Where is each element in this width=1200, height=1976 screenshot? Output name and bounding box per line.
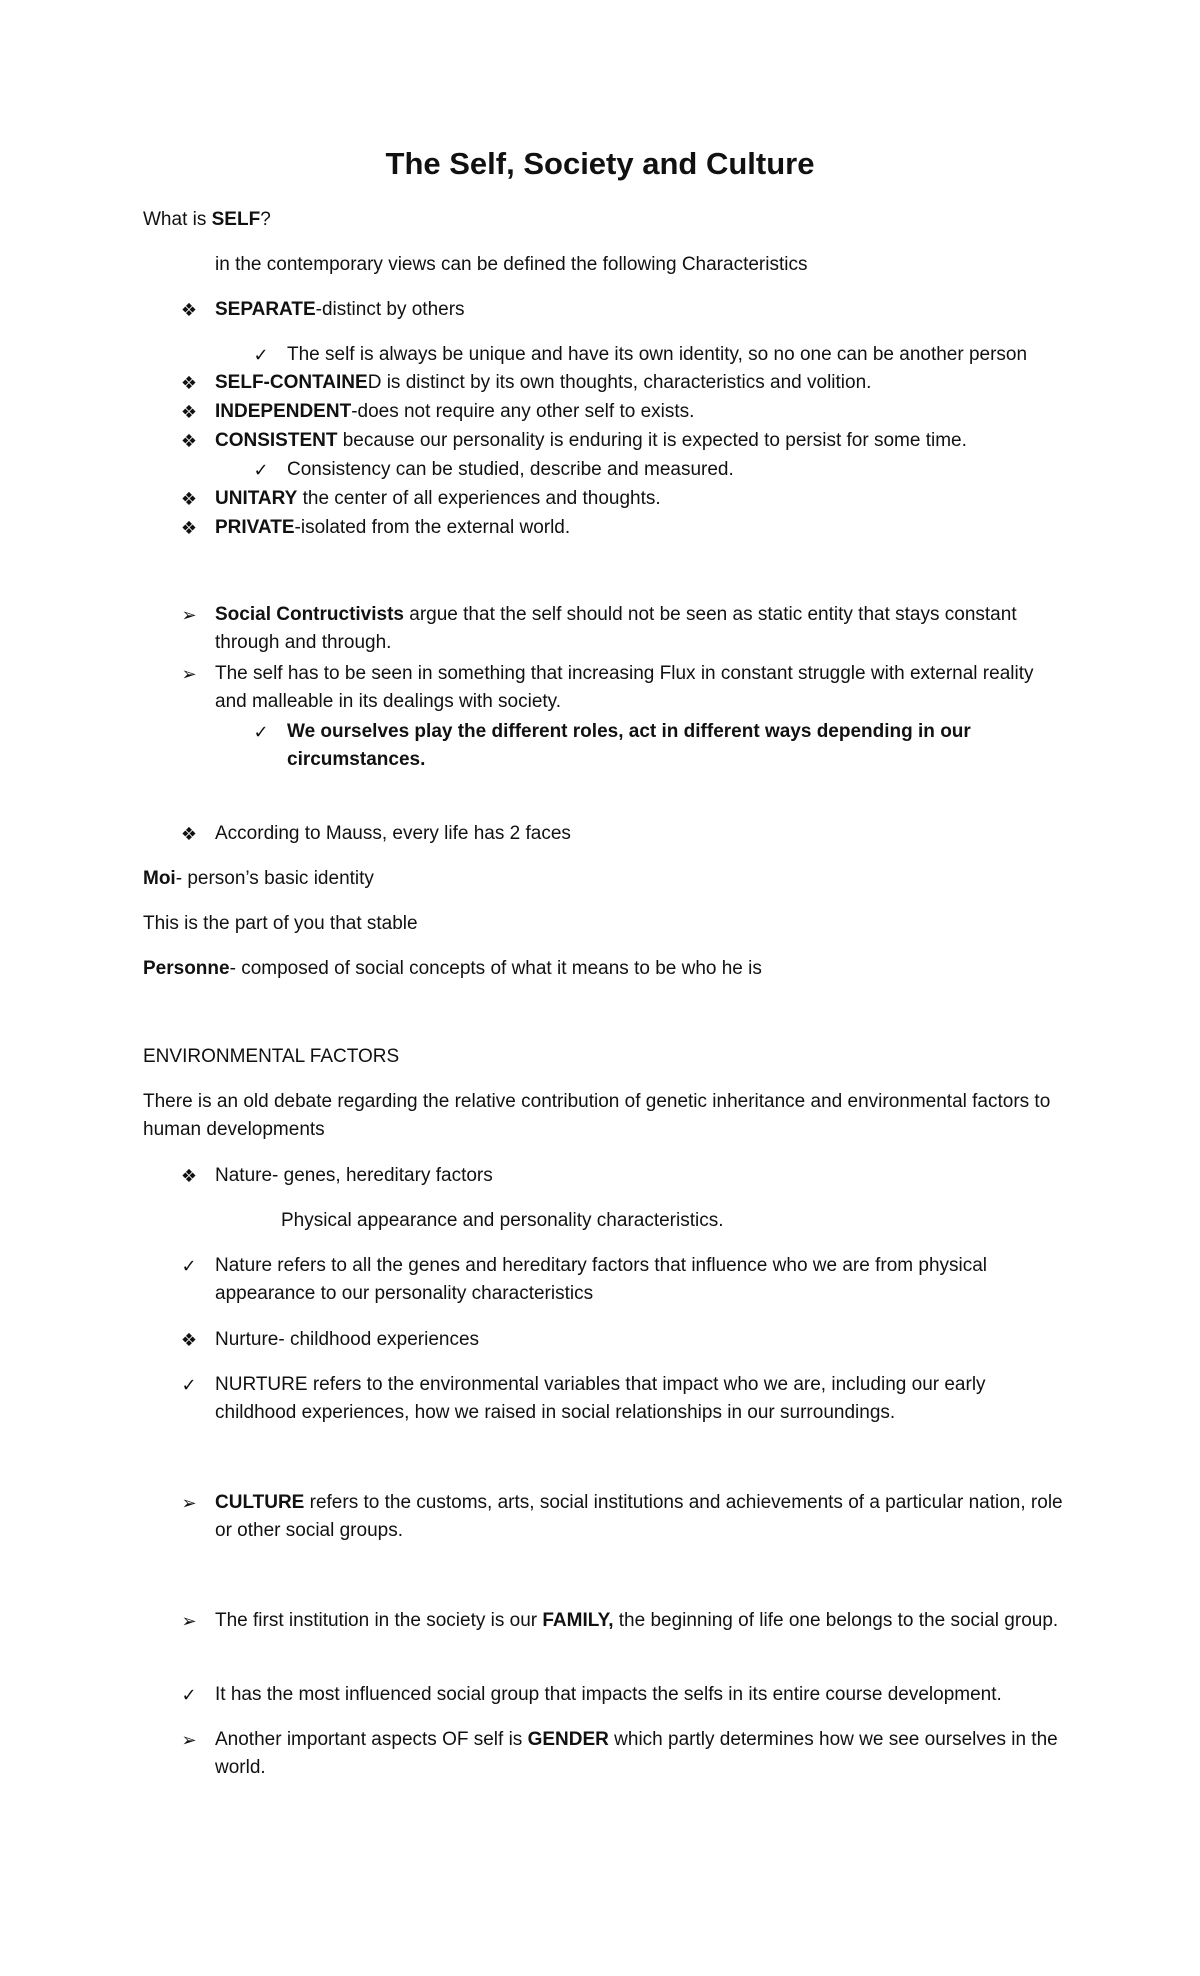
trait-term: INDEPENDENT xyxy=(215,401,352,422)
personne-desc: - composed of social concepts of what it means to be who he is xyxy=(229,958,762,979)
gender-term: GENDER xyxy=(527,1729,609,1750)
personne-term: Personne xyxy=(143,958,230,979)
moi-definition xyxy=(143,865,374,893)
gender-prefix: Another important aspects OF self is xyxy=(215,1729,528,1750)
trait-consistent xyxy=(215,427,967,455)
family-desc: the beginning of life one belongs to the social group. xyxy=(613,1610,1059,1631)
environmental-factors-heading: ENVIRONMENTAL FACTORS xyxy=(143,1046,400,1067)
culture-desc: refers to the customs, arts, social institutions and achievements of a particular nation, role or other social groups. xyxy=(215,1492,1063,1541)
roles-point: We ourselves play the different roles, act in different ways depending in our circumstances. xyxy=(287,721,971,770)
separate-subpoint: The self is always be unique and have its own identity, so no one can be another person xyxy=(287,344,1028,365)
arrow-bullet-icon: ➢ xyxy=(181,605,197,625)
trait-term: SELF-CONTAINE xyxy=(215,372,368,393)
debate-paragraph: There is an old debate regarding the relative contribution of genetic inheritance and environmental factors to human developments xyxy=(143,1091,1051,1140)
family-prefix: The first institution in the society is our xyxy=(215,1610,543,1631)
trait-term: UNITARY xyxy=(215,488,298,509)
check-bullet-icon: ✓ xyxy=(253,460,269,480)
diamond-bullet-icon: ❖ xyxy=(180,373,198,393)
check-bullet-icon: ✓ xyxy=(253,722,269,742)
self-term: SELF xyxy=(211,209,261,230)
check-bullet-icon: ✓ xyxy=(253,345,269,365)
moi-term: Moi xyxy=(143,868,176,889)
arrow-bullet-icon: ➢ xyxy=(181,1730,197,1750)
arrow-bullet-icon: ➢ xyxy=(181,1611,197,1631)
diamond-bullet-icon: ❖ xyxy=(180,1330,198,1350)
trait-desc: -distinct by others xyxy=(315,299,465,320)
gender-point xyxy=(215,1726,1075,1782)
trait-independent xyxy=(215,398,694,426)
arrow-bullet-icon: ➢ xyxy=(181,664,197,684)
diamond-bullet-icon: ❖ xyxy=(180,431,198,451)
nurture-point: Nurture- childhood experiences xyxy=(215,1329,480,1350)
trait-term: SEPARATE xyxy=(215,299,316,320)
trait-desc: -isolated from the external world. xyxy=(294,517,571,538)
arrow-bullet-icon: ➢ xyxy=(181,1493,197,1513)
mauss-point: According to Mauss, every life has 2 faces xyxy=(215,823,571,844)
trait-private xyxy=(215,514,570,542)
check-bullet-icon: ✓ xyxy=(181,1375,197,1395)
social-constructivists-point xyxy=(215,601,1065,657)
trait-desc: the center of all experiences and thoughts. xyxy=(297,488,661,509)
social-term: Social Contructivists xyxy=(215,604,404,625)
nurture-refers-point: NURTURE refers to the environmental variables that impact who we are, including our early childhood experiences, how we raised in social relationships in our surroundings. xyxy=(215,1374,986,1423)
culture-term: CULTURE xyxy=(215,1492,305,1513)
nature-refers-point: Nature refers to all the genes and hereditary factors that influence who we are from physical appearance to our personality characteristics xyxy=(215,1255,988,1304)
intro-text: in the contemporary views can be defined the following Characteristics xyxy=(215,254,808,275)
diamond-bullet-icon: ❖ xyxy=(180,518,198,538)
culture-point xyxy=(215,1489,1075,1545)
trait-term: CONSISTENT xyxy=(215,430,338,451)
check-bullet-icon: ✓ xyxy=(181,1256,197,1276)
stable-line: This is the part of you that stable xyxy=(143,913,418,934)
nature-point: Nature- genes, hereditary factors xyxy=(215,1165,493,1186)
what-is-prefix: What is xyxy=(143,209,212,230)
family-term: FAMILY, xyxy=(542,1610,614,1631)
diamond-bullet-icon: ❖ xyxy=(180,1166,198,1186)
moi-desc: - person’s basic identity xyxy=(175,868,374,889)
flux-point: The self has to be seen in something that increasing Flux in constant struggle with external reality and malleable in its dealings with society. xyxy=(215,663,1034,712)
trait-desc: D is distinct by its own thoughts, characteristics and volition. xyxy=(367,372,872,393)
physical-line: Physical appearance and personality characteristics. xyxy=(281,1210,724,1231)
consistent-subpoint: Consistency can be studied, describe and measured. xyxy=(287,459,734,480)
influence-point: It has the most influenced social group that impacts the selfs in its entire course development. xyxy=(215,1684,1002,1705)
diamond-bullet-icon: ❖ xyxy=(180,402,198,422)
diamond-bullet-icon: ❖ xyxy=(180,824,198,844)
diamond-bullet-icon: ❖ xyxy=(180,300,198,320)
document-title: The Self, Society and Culture xyxy=(385,146,815,181)
social-desc: argue that the self should not be seen as static entity that stays constant through and through. xyxy=(215,604,1017,653)
what-is-self-line xyxy=(143,206,271,234)
family-point xyxy=(215,1607,1065,1635)
gender-desc: which partly determines how we see ourselves in the world. xyxy=(215,1729,1058,1778)
question-mark: ? xyxy=(260,209,271,230)
diamond-bullet-icon: ❖ xyxy=(180,489,198,509)
personne-definition xyxy=(143,955,762,983)
check-bullet-icon: ✓ xyxy=(181,1685,197,1705)
trait-self-contained xyxy=(215,369,871,397)
trait-desc: -does not require any other self to exists. xyxy=(351,401,695,422)
trait-desc: because our personality is enduring it is expected to persist for some time. xyxy=(337,430,967,451)
trait-separate xyxy=(215,296,465,324)
trait-term: PRIVATE xyxy=(215,517,295,538)
trait-unitary xyxy=(215,485,661,513)
